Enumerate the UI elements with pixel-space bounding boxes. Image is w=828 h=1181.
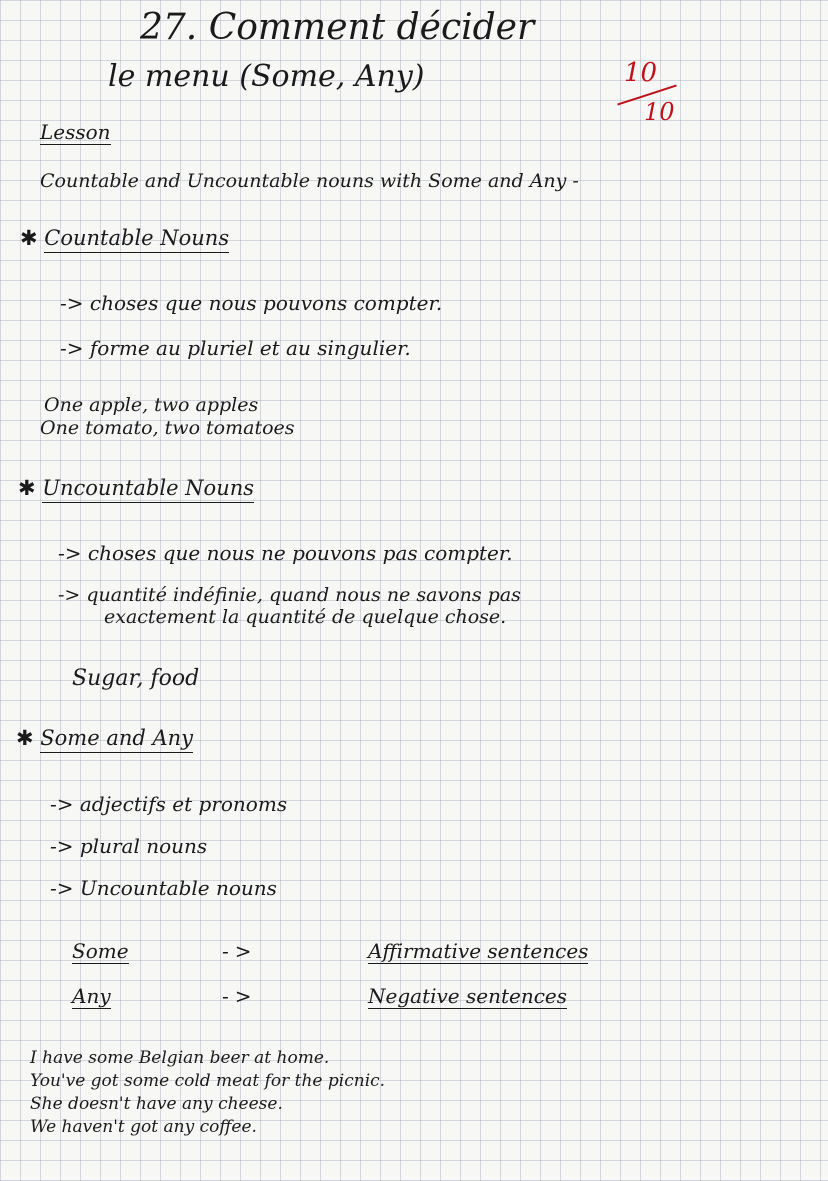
uncountable-example: Sugar, food [72, 666, 200, 691]
uncountable-heading: Uncountable Nouns [42, 476, 254, 503]
rule-some-word: Some [72, 939, 129, 963]
some-any-bullet-2: -> plural nouns [50, 834, 208, 858]
example-sentence-1: I have some Belgian beer at home. [30, 1048, 330, 1068]
countable-bullet-2: -> forme au pluriel et au singulier. [60, 336, 411, 360]
lesson-heading: Lesson [40, 120, 111, 144]
grade-mark [610, 60, 690, 130]
uncountable-bullet-1: -> choses que nous ne pouvons pas compter. [58, 541, 513, 565]
some-any-section [16, 728, 193, 749]
rule-some-usage: Affirmative sentences [368, 939, 589, 963]
lesson-intro: Countable and Uncountable nouns with Some and Any - [40, 170, 579, 192]
uncountable-section [18, 478, 254, 499]
uncountable-bullet-2-cont: exactement la quantité de quelque chose. [104, 606, 507, 628]
some-any-bullet-1: -> adjectifs et pronoms [50, 792, 288, 816]
grade-score: 10 [624, 58, 658, 88]
bullet-star-icon: ✱ [18, 476, 43, 500]
countable-example-1: One apple, two apples [44, 394, 259, 416]
countable-section [20, 228, 229, 249]
bullet-star-icon: ✱ [20, 226, 45, 250]
some-any-bullet-3: -> Uncountable nouns [50, 876, 277, 900]
page-title-line2: le menu (Some, Any) [108, 59, 425, 94]
countable-bullet-1: -> choses que nous pouvons compter. [60, 291, 443, 315]
grade-total: 10 [644, 98, 675, 126]
rule-any-usage: Negative sentences [368, 984, 568, 1008]
page-title-line1: 27. Comment décider [140, 7, 535, 48]
countable-example-2: One tomato, two tomatoes [40, 417, 295, 439]
some-any-heading: Some and Any [40, 726, 193, 753]
example-sentence-4: We haven't got any coffee. [30, 1117, 257, 1137]
uncountable-bullet-2: -> quantité indéfinie, quand nous ne savons pas [58, 584, 521, 606]
bullet-star-icon: ✱ [16, 726, 41, 750]
rule-any-word: Any [72, 984, 111, 1008]
rule-some-arrow: -> [222, 939, 258, 963]
example-sentence-3: She doesn't have any cheese. [30, 1094, 283, 1114]
example-sentence-2: You've got some cold meat for the picnic. [30, 1071, 386, 1091]
rule-any-arrow: -> [222, 984, 258, 1008]
countable-heading: Countable Nouns [44, 226, 229, 253]
